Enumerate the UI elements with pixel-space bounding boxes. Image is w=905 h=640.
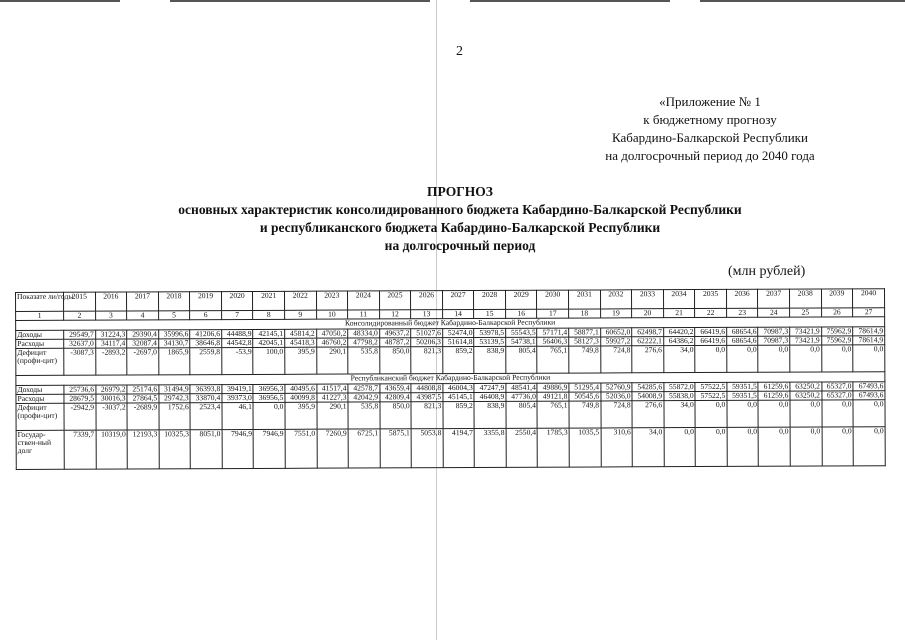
value-cell: 805,4 [506,401,538,428]
column-number-cell: 23 [726,308,758,317]
value-cell: 0,0 [853,345,885,372]
value-cell: 3355,8 [474,428,506,467]
value-cell: -2689,9 [127,403,159,430]
value-cell: 42045,1 [253,338,285,347]
value-cell: 51614,8 [442,337,474,346]
value-cell: 66419,6 [695,336,727,345]
value-cell: 47798,2 [348,338,380,347]
value-cell: 41517,4 [316,384,348,393]
column-number-cell: 6 [190,311,222,320]
value-cell: 2523,4 [190,403,222,430]
value-cell: 55838,0 [664,392,696,401]
value-cell: 53978,5 [474,328,506,337]
value-cell: 40495,6 [285,384,317,393]
scan-artifact-line [470,0,670,2]
value-cell: 0,0 [695,345,727,372]
column-number-cell: 25 [790,308,822,317]
value-cell: -2893,2 [95,348,127,375]
value-cell: 850,0 [380,402,412,429]
value-cell: -53,9 [222,347,254,374]
value-cell: 58877,1 [569,328,601,337]
value-cell: 63250,2 [790,391,822,400]
value-cell: 35996,6 [158,330,190,339]
year-header-cell: 2021 [253,291,285,310]
value-cell: 838,9 [474,401,506,428]
value-cell: 43987,5 [411,393,443,402]
column-number-cell: 22 [695,308,727,317]
value-cell: 39419,1 [222,384,254,393]
value-cell: 850,0 [379,347,411,374]
annex-line: Кабардино-Балкарской Республики [612,130,808,145]
value-cell: 68654,6 [727,336,759,345]
value-cell: 78614,9 [853,327,885,336]
value-cell: 61259,6 [758,382,790,391]
year-header-cell: 2024 [348,291,380,310]
scan-artifact-line [170,0,430,2]
year-header-cell: 2020 [221,291,253,310]
value-cell: 64420,2 [663,328,695,337]
column-number-cell: 15 [474,309,506,318]
value-cell: 7260,9 [317,429,349,468]
value-cell: 276,6 [632,346,664,373]
value-cell: 42578,7 [348,384,380,393]
value-cell: 2550,4 [506,428,538,467]
year-header-cell: 2015 [64,292,96,311]
row-label-cell: Дефицит (профи-цит) [16,403,64,430]
value-cell: 821,3 [411,402,443,429]
value-cell: 33870,4 [190,394,222,403]
value-cell: 66419,6 [695,327,727,336]
row-label-cell: Доходы [16,385,64,394]
value-cell: 47050,2 [316,329,348,338]
value-cell: 25736,6 [64,385,96,394]
value-cell: 29390,4 [127,330,159,339]
value-cell: 44808,8 [411,384,443,393]
column-number-cell: 5 [158,311,190,320]
value-cell: 34117,4 [95,339,127,348]
value-cell: 54008,9 [632,392,664,401]
value-cell: 46004,3 [443,383,475,392]
value-cell: 724,8 [600,346,632,373]
column-number-cell: 1 [16,311,64,320]
value-cell: 5053,8 [411,429,443,468]
value-cell: 395,9 [285,347,317,374]
value-cell: 32637,0 [64,339,96,348]
value-cell: 1752,6 [159,403,191,430]
value-cell: 838,9 [474,346,506,373]
value-cell: 60652,0 [600,328,632,337]
year-header-cell: 2035 [695,289,727,308]
value-cell: 5875,1 [380,429,412,468]
value-cell: 45145,1 [443,392,475,401]
value-cell: 859,2 [443,401,475,428]
column-number-cell: 20 [632,309,664,318]
value-cell: 55872,0 [664,383,696,392]
value-cell: 276,6 [632,401,664,428]
column-number-cell: 3 [95,311,127,320]
year-header-cell: 2022 [284,291,316,310]
value-cell: 52036,0 [601,392,633,401]
value-cell: 43659,4 [380,384,412,393]
column-number-cell: 8 [253,310,285,319]
value-cell: 44542,8 [222,338,254,347]
header-label-cell: Показате ли/годы [16,292,64,311]
value-cell: 10325,3 [159,430,191,469]
value-cell: 0,0 [758,427,790,466]
value-cell: 0,0 [821,345,853,372]
value-cell: 535,8 [348,347,380,374]
year-header-cell: 2030 [537,290,569,309]
value-cell: 52474,0 [442,328,474,337]
row-label-cell: Расходы [16,339,64,348]
value-cell: 65327,0 [821,391,853,400]
year-header-cell: 2025 [379,291,411,310]
value-cell: 48787,2 [379,338,411,347]
year-header-cell: 2031 [568,290,600,309]
value-cell: 0,0 [821,400,853,427]
value-cell: 73421,9 [790,327,822,336]
value-cell: 0,0 [695,427,727,466]
year-header-cell: 2038 [789,289,821,308]
value-cell: 42042,9 [348,393,380,402]
value-cell: 32087,4 [127,339,159,348]
forecast-table [15,288,886,470]
value-cell: 27864,5 [127,394,159,403]
year-header-cell: 2027 [442,290,474,309]
column-number-cell: 9 [285,310,317,319]
value-cell: -3087,3 [64,348,96,375]
value-cell: 54738,1 [506,337,538,346]
value-cell: 1785,3 [538,428,570,467]
value-cell: 859,2 [442,346,474,373]
section-title-cell: Консолидированный бюджет Кабардино-Балкарской Республики [16,317,885,331]
page-number: 2 [456,44,463,59]
value-cell: 0,0 [727,400,759,427]
scan-artifact-line [0,0,120,2]
value-cell: 310,6 [601,428,633,467]
value-cell: 63250,2 [790,382,822,391]
year-header-cell: 2040 [853,289,885,308]
row-label-cell: Доходы [16,330,64,339]
forecast-table-wrapper [15,288,886,470]
value-cell: 51295,4 [569,383,601,392]
value-cell: 67493,6 [853,382,885,391]
value-cell: 42809,4 [380,393,412,402]
year-header-cell: 2028 [474,290,506,309]
value-cell: 36956,3 [253,384,285,393]
units-label: (млн рублей) [728,264,806,279]
title-line: и республиканского бюджета Кабардино-Балкарской Республики [259,220,661,235]
value-cell: 10319,0 [96,430,128,469]
value-cell: 34,0 [663,346,695,373]
annex-line: на долгосрочный период до 2040 года [605,148,815,163]
column-number-cell: 10 [316,310,348,319]
value-cell: 7551,0 [285,429,317,468]
value-cell: 290,1 [316,347,348,374]
value-cell: 0,0 [822,427,854,466]
value-cell: 29549,7 [64,330,96,339]
column-number-cell: 11 [348,310,380,319]
value-cell: 40099,8 [285,393,317,402]
year-header-cell: 2023 [316,291,348,310]
value-cell: 39373,0 [222,393,254,402]
value-cell: 59351,5 [727,382,759,391]
value-cell: 47736,0 [506,392,538,401]
title-line: ПРОГНОЗ [427,184,493,199]
year-header-cell: 2029 [505,290,537,309]
value-cell: 36956,5 [253,393,285,402]
column-number-cell: 18 [569,309,601,318]
value-cell: 41227,3 [316,393,348,402]
year-header-cell: 2019 [190,292,222,311]
row-label-cell: Расходы [16,394,64,403]
value-cell: 6725,1 [348,429,380,468]
column-number-cell: 2 [64,311,96,320]
column-number-cell: 19 [600,309,632,318]
value-cell: 53139,5 [474,337,506,346]
value-cell: 724,8 [601,401,633,428]
year-header-cell: 2026 [411,291,443,310]
value-cell: 59927,2 [600,337,632,346]
value-cell: 34130,7 [158,339,190,348]
row-label-cell: Дефицит (профи-цит) [16,348,64,375]
value-cell: 26979,2 [95,385,127,394]
value-cell: 75962,9 [821,327,853,336]
column-number-cell: 24 [758,308,790,317]
value-cell: 0,0 [853,400,885,427]
value-cell: 67493,6 [853,391,885,400]
value-cell: 56406,3 [537,337,569,346]
year-header-cell: 2033 [632,290,664,309]
value-cell: 7946,9 [222,429,254,468]
section-title-cell: Республиканский бюджет Кабардино-Балкарской Республики [16,372,885,386]
column-number-cell: 14 [442,309,474,318]
value-cell: 7946,9 [253,429,285,468]
value-cell: 49121,8 [537,392,569,401]
column-number-cell: 4 [127,311,159,320]
value-cell: 70987,3 [758,336,790,345]
value-cell: 36393,8 [190,385,222,394]
annex-header [585,93,835,165]
value-cell: 62498,7 [632,328,664,337]
column-number-cell: 7 [221,310,253,319]
value-cell: 61259,6 [758,391,790,400]
year-header-cell: 2018 [158,292,190,311]
title-line: основных характеристик консолидированного бюджета Кабардино-Балкарской Республики [178,202,742,217]
value-cell: 821,3 [411,347,443,374]
value-cell: 44488,9 [221,329,253,338]
annex-line: «Приложение № 1 [659,94,761,109]
value-cell: 1035,5 [569,428,601,467]
value-cell: 100,0 [253,347,285,374]
year-header-cell: 2017 [127,292,159,311]
value-cell: 25174,6 [127,385,159,394]
value-cell: 57171,4 [537,328,569,337]
value-cell: 55543,5 [506,328,538,337]
year-header-cell: 2037 [758,289,790,308]
value-cell: 58127,3 [569,337,601,346]
value-cell: -2697,0 [127,348,159,375]
value-cell: 45814,2 [285,329,317,338]
value-cell: 8051,0 [190,430,222,469]
year-header-cell: 2032 [600,290,632,309]
column-number-cell: 13 [411,310,443,319]
value-cell: 34,0 [632,428,664,467]
value-cell: 7339,7 [64,430,96,469]
value-cell: 12193,3 [127,430,159,469]
value-cell: 0,0 [758,400,790,427]
value-cell: 1865,9 [158,348,190,375]
value-cell: 48541,4 [506,383,538,392]
value-cell: 47247,9 [474,383,506,392]
value-cell: 64386,2 [663,337,695,346]
value-cell: 78614,9 [853,336,885,345]
value-cell: 749,8 [569,346,601,373]
value-cell: 0,0 [664,428,696,467]
value-cell: 0,0 [758,345,790,372]
value-cell: 34,0 [664,401,696,428]
value-cell: 62222,1 [632,337,664,346]
value-cell: 0,0 [253,402,285,429]
value-cell: 765,1 [537,401,569,428]
year-header-cell: 2036 [726,289,758,308]
value-cell: 30016,3 [96,394,128,403]
value-cell: 0,0 [727,345,759,372]
value-cell: 28679,5 [64,394,96,403]
value-cell: 50545,6 [569,392,601,401]
table-row [16,427,885,470]
value-cell: 54285,6 [632,383,664,392]
value-cell: 59351,5 [727,391,759,400]
value-cell: 765,1 [537,346,569,373]
value-cell: 50206,3 [411,338,443,347]
value-cell: 0,0 [853,427,885,466]
value-cell: 48334,0 [348,329,380,338]
value-cell: 41206,6 [190,330,222,339]
title-line: на долгосрочный период [384,238,536,253]
value-cell: 46408,9 [474,392,506,401]
value-cell: 51027,6 [411,329,443,338]
value-cell: 395,9 [285,402,317,429]
value-cell: 46,1 [222,402,254,429]
value-cell: 75962,9 [821,336,853,345]
year-header-cell: 2039 [821,289,853,308]
value-cell: 49886,9 [537,383,569,392]
value-cell: 70987,3 [758,327,790,336]
value-cell: 38646,8 [190,339,222,348]
value-cell: 805,4 [506,346,538,373]
value-cell: 29742,3 [159,394,191,403]
table-row [16,345,885,376]
value-cell: 57522,5 [695,382,727,391]
value-cell: 0,0 [790,427,822,466]
value-cell: -2942,9 [64,403,96,430]
value-cell: 42145,1 [253,329,285,338]
value-cell: 4194,7 [443,428,475,467]
value-cell: 49637,2 [379,329,411,338]
value-cell: 73421,9 [790,336,822,345]
value-cell: 0,0 [790,400,822,427]
document-title [120,183,800,255]
value-cell: 0,0 [727,427,759,466]
value-cell: 52760,9 [600,383,632,392]
year-header-cell: 2034 [663,290,695,309]
value-cell: 57522,5 [695,391,727,400]
value-cell: 290,1 [316,402,348,429]
value-cell: 68654,6 [726,327,758,336]
annex-line: к бюджетному прогнозу [643,112,777,127]
value-cell: 65327,0 [821,382,853,391]
value-cell: 535,8 [348,402,380,429]
value-cell: 45418,3 [285,338,317,347]
value-cell: 46760,2 [316,338,348,347]
value-cell: 0,0 [790,345,822,372]
column-number-cell: 17 [537,309,569,318]
value-cell: 0,0 [695,400,727,427]
column-number-cell: 16 [505,309,537,318]
column-number-cell: 12 [379,310,411,319]
value-cell: -3037,2 [96,403,128,430]
column-number-cell: 27 [853,308,885,317]
value-cell: 2559,8 [190,348,222,375]
scan-artifact-line [700,0,905,2]
row-label-cell: Государ-ствен-ный долг [16,430,64,469]
column-number-cell: 21 [663,309,695,318]
value-cell: 31224,3 [95,330,127,339]
value-cell: 749,8 [569,401,601,428]
value-cell: 31494,9 [159,385,191,394]
column-number-cell: 26 [821,308,853,317]
year-header-cell: 2016 [95,292,127,311]
